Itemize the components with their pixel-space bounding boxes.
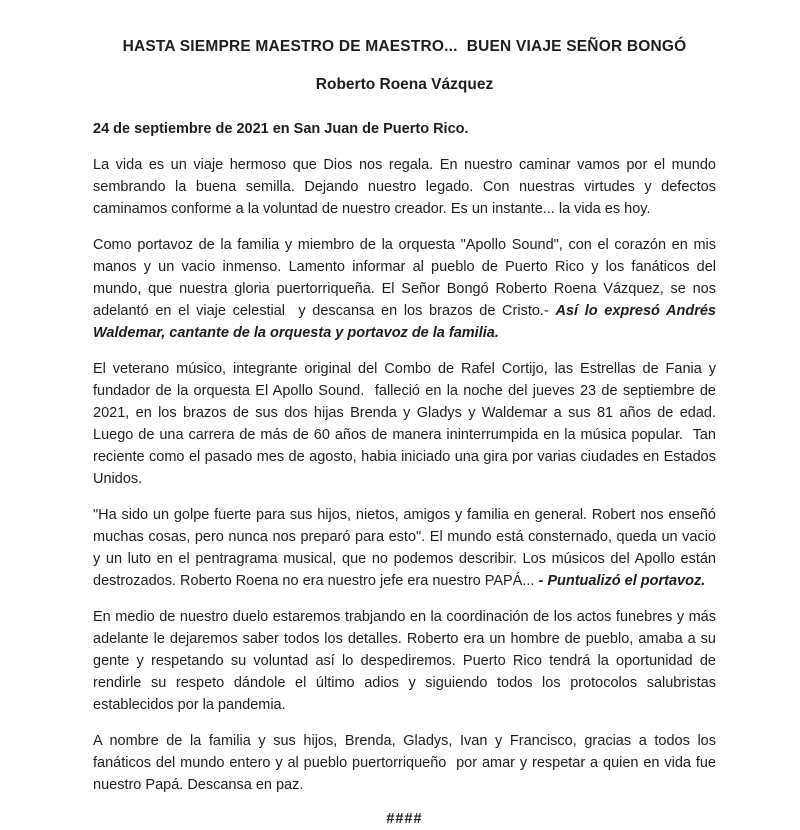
paragraph-6-text: A nombre de la familia y sus hijos, Brenda, Gladys, Ivan y Francisco, gracias a todos los fanáticos del mundo entero y al pueblo puertorriqueño por amar y respetar a quien en vida fue nuestro Papá. Descansa en paz.: [93, 733, 721, 793]
paragraph-2-emphasis: Así lo expresó Andrés Waldemar, cantante de la orquesta y portavoz de la familia.: [93, 303, 721, 341]
paragraph-6: [93, 730, 721, 796]
paragraph-1-text: La vida es un viaje hermoso que Dios nos regala. En nuestro caminar vamos por el mundo sembrando la buena semilla. Dejando nuestro legado. Con nuestras virtudes y defectos caminamos conforme a la voluntad de nuestro creador. Es un instante... la vida es hoy.: [93, 157, 721, 217]
paragraph-2: [93, 234, 721, 344]
end-mark: ####: [386, 811, 423, 827]
paragraph-3: [93, 358, 725, 490]
paragraph-5-text: En medio de nuestro duelo estaremos trabjando en la coordinación de los actos funebres y más adelante le dejaremos saber todos los detalles. Roberto era un hombre de pueblo, amaba a su gente y respetando su voluntad así lo despediremos. Puerto Rico tendrá la oportunidad de rendirle su respeto dándole el último adios y siguiendo todos los protocolos salubristas establecidos por la pandemia.: [93, 609, 721, 713]
paragraph-4: [93, 504, 721, 592]
document-title: HASTA SIEMPRE MAESTRO DE MAESTRO... BUEN VIAJE SEÑOR BONGÓ: [122, 38, 687, 55]
paragraph-1: [93, 154, 721, 220]
paragraph-3-text: El veterano músico, integrante original del Combo de Rafel Cortijo, las Estrellas de Fania y fundador de la orquesta El Apollo Sound. falleció en la noche del jueves 23 de septiembre de 2021, en los brazos de sus dos hijas Brenda y Gladys y Waldemar a sus 81 años de edad. Luego de una carrera de más de 60 años de manera ininterrumpida en la música popular. Tan reciente como el pasado mes de agosto, habia iniciado una gira por varias ciudades en Estados Unidos.: [93, 361, 725, 487]
paragraph-4-emphasis: - Puntualizó el portavoz.: [538, 573, 706, 589]
dateline: 24 de septiembre de 2021 en San Juan de Puerto Rico.: [93, 121, 469, 137]
paragraph-5: [93, 606, 721, 716]
paragraph-2-text: Como portavoz de la familia y miembro de la orquesta "Apollo Sound", con el corazón en mis manos y un vacio inmenso. Lamento informar al pueblo de Puerto Rico y los fanáticos del mundo, que nuestra gloria puertorriqueña. El Señor Bongó Roberto Roena Vázquez, se nos adelantó en el viaje celestial y descansa en los brazos de Cristo.-: [93, 237, 721, 319]
paragraph-4-text: "Ha sido un golpe fuerte para sus hijos, nietos, amigos y familia en general. Robert nos enseñó muchas cosas, pero nunca nos preparó para esto". El mundo está consternado, queda un vacio y un luto en el pentragrama musical, que no podemos describir. Los músicos del Apollo están destrozados. Roberto Roena no era nuestro jefe era nuestro PAPÁ...: [93, 507, 721, 589]
document-subtitle: Roberto Roena Vázquez: [315, 76, 494, 93]
